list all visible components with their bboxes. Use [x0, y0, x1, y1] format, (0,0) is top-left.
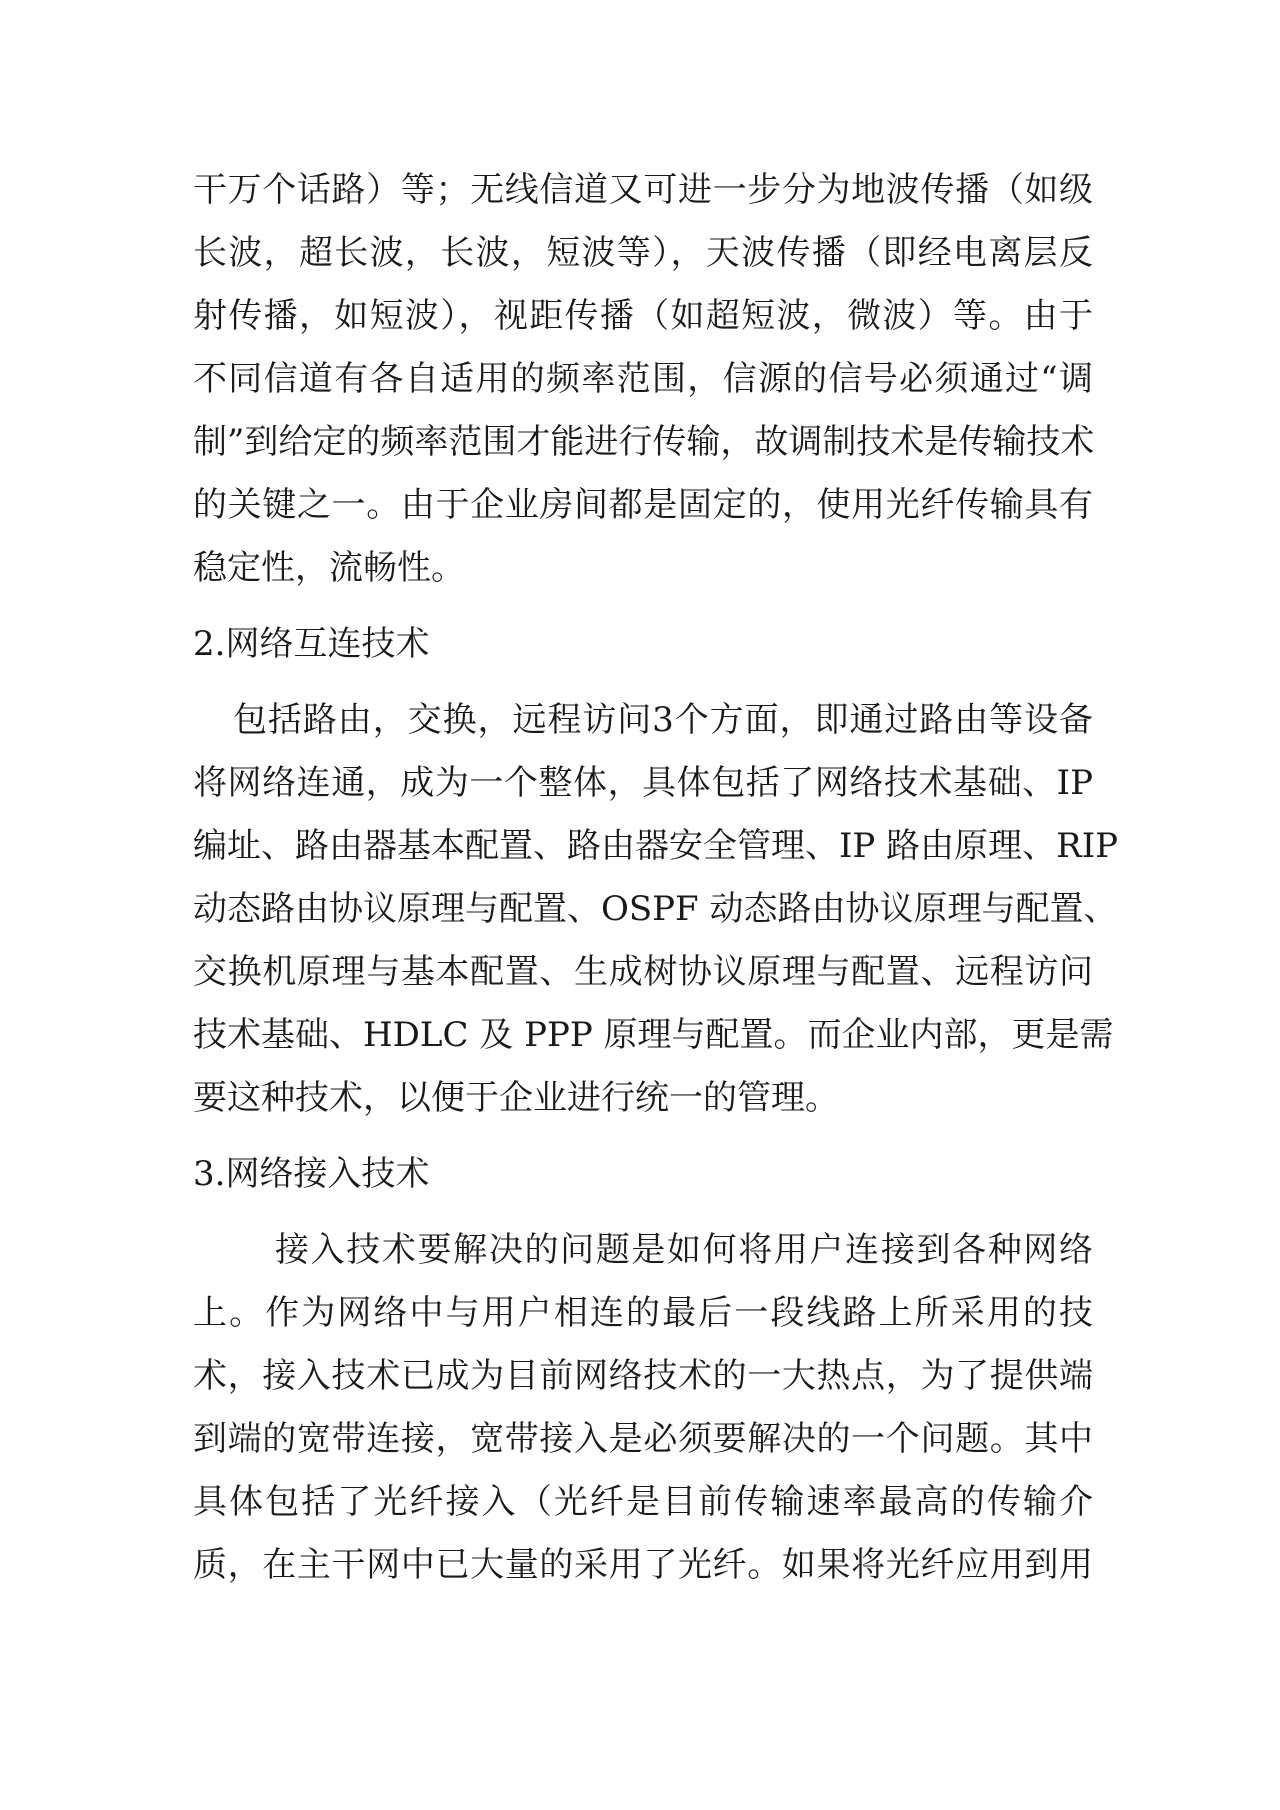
- text-line: 制”到给定的频率范围才能进行传输，故调制技术是传输技术: [193, 422, 1095, 462]
- text-line: 术，接入技术已成为目前网络技术的一大热点，为了提供端: [193, 1356, 1093, 1396]
- text-line: 交换机原理与基本配置、生成树协议原理与配置、远程访问: [193, 952, 1093, 992]
- text-line: 质，在主干网中已大量的采用了光纤。如果将光纤应用到用: [193, 1545, 1093, 1585]
- text-line: 不同信道有各自适用的频率范围，信源的信号必须通过“调: [193, 359, 1093, 399]
- text-line: 到端的宽带连接，宽带接入是必须要解决的一个问题。其中: [193, 1419, 1093, 1459]
- text-line: 包括路由，交换，远程访问3个方面，即通过路由等设备: [233, 700, 1093, 740]
- text-line: 具体包括了光纤接入（光纤是目前传输速率最高的传输介: [193, 1482, 1093, 1522]
- text-line: 动态路由协议原理与配置、OSPF 动态路由协议原理与配置、: [193, 889, 1118, 929]
- section-heading: 2.网络互连技术: [193, 624, 430, 664]
- text-line: 编址、路由器基本配置、路由器安全管理、IP 路由原理、RIP: [193, 826, 1119, 866]
- text-line: 的关键之一。由于企业房间都是固定的，使用光纤传输具有: [193, 485, 1093, 525]
- text-line: 上。作为网络中与用户相连的最后一段线路上所采用的技: [193, 1293, 1093, 1333]
- text-line: 要这种技术，以便于企业进行统一的管理。: [193, 1078, 839, 1118]
- text-line: 接入技术要解决的问题是如何将用户连接到各种网络: [275, 1230, 1093, 1270]
- text-line: 技术基础、HDLC 及 PPP 原理与配置。而企业内部，更是需: [193, 1015, 1114, 1055]
- text-line: 干万个话路）等；无线信道又可进一步分为地波传播（如级: [193, 170, 1093, 210]
- text-line: 将网络连通，成为一个整体，具体包括了网络技术基础、IP: [193, 763, 1093, 803]
- text-line: 射传播，如短波），视距传播（如超短波，微波）等。由于: [193, 296, 1093, 336]
- text-line: 稳定性，流畅性。: [193, 548, 465, 588]
- text-line: 长波，超长波，长波，短波等），天波传播（即经电离层反: [193, 233, 1093, 273]
- section-heading: 3.网络接入技术: [193, 1154, 430, 1194]
